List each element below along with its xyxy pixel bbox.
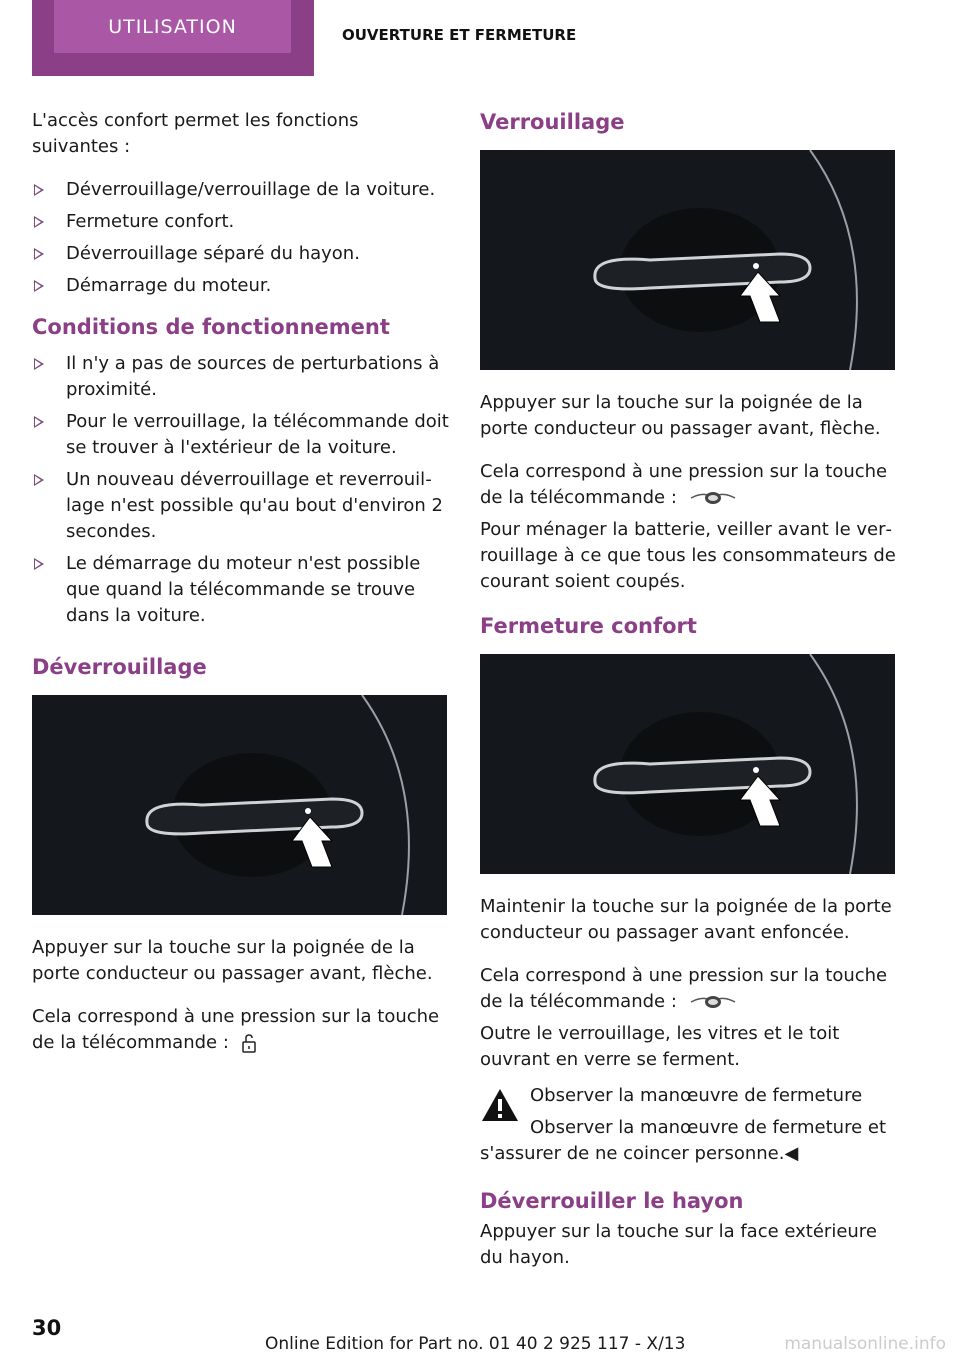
lock-text-3: Pour ménager la batterie, veiller avant le verrouillage à ce que tous les consommateurs de courant soient coupés.: [480, 519, 896, 592]
watermark: manualsonline.info: [784, 1334, 946, 1354]
bullet-triangle-icon: [34, 184, 44, 196]
right-column: [480, 108, 900, 1288]
bullet-triangle-icon: [34, 216, 44, 228]
unlock-text-1: Appuyer sur la touche sur la poignée de la porte conducteur ou passager avant, flèche.: [32, 937, 433, 984]
intro-text: L'accès confort permet les fonctions suivantes :: [32, 110, 359, 157]
door-handle-unlock-image: [32, 695, 447, 915]
warning-triangle-icon: [480, 1087, 520, 1123]
list-item: Fermeture confort.: [32, 209, 450, 235]
warning-block: [480, 1083, 900, 1109]
unlock-text-2: Cela correspond à une pression sur la touche de la télécommande :: [32, 1006, 440, 1053]
bullet-triangle-icon: [34, 558, 44, 570]
tailgate-text: Appuyer sur la touche sur la face extérieure du hayon.: [480, 1221, 877, 1268]
door-handle-comfort-image: [480, 654, 895, 874]
comfort-text-2: Cela correspond à une pression sur la touche de la télécommande :: [480, 965, 888, 1012]
list-item: Un nouveau déverrouillage et reverrouillage n'est possible qu'au bout d'environ 2 secondes.: [32, 467, 450, 545]
features-list: [32, 177, 450, 299]
list-item: Pour le verrouillage, la télécommande doit se trouver à l'extérieur de la voiture.: [32, 409, 450, 461]
conditions-list: [32, 351, 450, 629]
mini-lock-key-icon: [689, 489, 737, 507]
mini-lock-key-icon: [689, 993, 737, 1011]
unlock-padlock-icon: [241, 1033, 257, 1053]
page-number: 30: [32, 1316, 62, 1340]
bullet-triangle-icon: [34, 474, 44, 486]
comfort-text-1: Maintenir la touche sur la poignée de la porte conducteur ou passager avant enfoncée.: [480, 896, 892, 943]
section-title: OUVERTURE ET FERMETURE: [342, 26, 577, 44]
list-item: Déverrouillage/verrouillage de la voiture.: [32, 177, 450, 203]
list-item: Il n'y a pas de sources de perturbations à proximité.: [32, 351, 450, 403]
comfort-text-3: Outre le verrouillage, les vitres et le toit ouvrant en verre se ferment.: [480, 1023, 840, 1070]
door-handle-lock-image: [480, 150, 895, 370]
unlock-heading: Déverrouillage: [32, 655, 207, 679]
conditions-heading: Conditions de fonctionnement: [32, 315, 390, 339]
list-item: Le démarrage du moteur n'est possible que quand la télécommande se trouve dans la voiture.: [32, 551, 450, 629]
list-item: Démarrage du moteur.: [32, 273, 450, 299]
warning-body: Observer la manœuvre de fermeture et s'assurer de ne coincer personne.◀: [480, 1117, 887, 1164]
lock-text-2: Cela correspond à une pression sur la touche de la télécommande :: [480, 461, 888, 508]
comfort-heading: Fermeture confort: [480, 614, 697, 638]
warning-title: Observer la manœuvre de fermeture: [530, 1085, 863, 1106]
left-column: [32, 108, 450, 1073]
tailgate-heading: Déverrouiller le hayon: [480, 1189, 744, 1213]
lock-text-1: Appuyer sur la touche sur la poignée de la porte conducteur ou passager avant, flèche.: [480, 392, 881, 439]
lock-heading: Verrouillage: [480, 110, 625, 134]
bullet-triangle-icon: [34, 280, 44, 292]
bullet-triangle-icon: [34, 416, 44, 428]
edition-footer: Online Edition for Part no. 01 40 2 925 117 - X/13: [265, 1334, 686, 1354]
list-item: Déverrouillage séparé du hayon.: [32, 241, 450, 267]
chapter-tab: UTILISATION: [54, 0, 291, 53]
bullet-triangle-icon: [34, 358, 44, 370]
bullet-triangle-icon: [34, 248, 44, 260]
